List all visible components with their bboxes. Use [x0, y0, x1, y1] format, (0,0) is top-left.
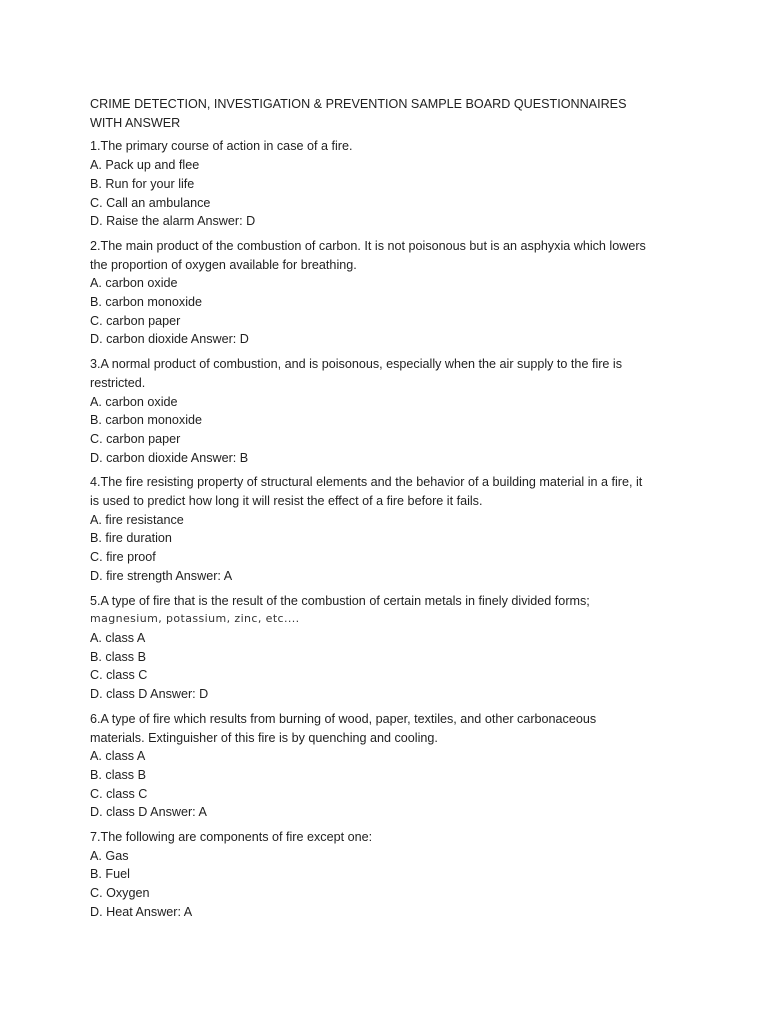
- question-text: 4.The fire resisting property of structural elements and the behavior of a building material in a fire, it: [90, 475, 643, 490]
- option-d-answer: D. fire strength Answer: A: [90, 568, 233, 583]
- option-a: A. class A: [90, 630, 146, 645]
- option-c: C. carbon paper: [90, 313, 181, 328]
- option-b: B. class B: [90, 767, 146, 782]
- title-line: CRIME DETECTION, INVESTIGATION & PREVENTION SAMPLE BOARD QUESTIONNAIRES: [90, 97, 627, 111]
- question-text: 6.A type of fire which results from burning of wood, paper, textiles, and other carbonaceous: [90, 711, 597, 726]
- option-c: C. class C: [90, 668, 148, 683]
- question-text: materials. Extinguisher of this fire is by quenching and cooling.: [90, 730, 438, 745]
- question-1: [90, 137, 690, 231]
- option-a: A. Pack up and flee: [90, 158, 200, 173]
- option-d-answer: D. Raise the alarm Answer: D: [90, 214, 256, 229]
- option-a: A. carbon oxide: [90, 394, 178, 409]
- option-c: C. class C: [90, 786, 148, 801]
- option-d-answer: D. class D Answer: D: [90, 687, 209, 702]
- question-6: [90, 710, 690, 822]
- question-2: [90, 237, 690, 349]
- option-c: C. Oxygen: [90, 886, 150, 901]
- question-3: [90, 355, 690, 467]
- option-d-answer: D. class D Answer: A: [90, 805, 207, 820]
- option-b: B. carbon monoxide: [90, 295, 203, 310]
- document-page: [90, 95, 690, 928]
- question-4: [90, 473, 690, 585]
- option-a: A. fire resistance: [90, 512, 184, 527]
- title-line: WITH ANSWER: [90, 115, 181, 130]
- question-text: 1.The primary course of action in case of a fire.: [90, 139, 353, 154]
- question-text: the proportion of oxygen available for breathing.: [90, 257, 357, 272]
- document-title: [90, 95, 690, 132]
- option-d-answer: D. carbon dioxide Answer: D: [90, 332, 249, 347]
- option-a: A. class A: [90, 749, 146, 764]
- question-text: 7.The following are components of fire except one:: [90, 830, 373, 845]
- option-d-answer: D. Heat Answer: A: [90, 904, 193, 919]
- option-b: B. fire duration: [90, 531, 172, 546]
- question-7: [90, 828, 690, 922]
- option-a: A. Gas: [90, 848, 129, 863]
- question-text: 3.A normal product of combustion, and is poisonous, especially when the air supply to the fire is: [90, 357, 623, 372]
- option-c: C. carbon paper: [90, 431, 181, 446]
- option-c: C. fire proof: [90, 550, 156, 565]
- question-text: is used to predict how long it will resist the effect of a fire before it fails.: [90, 494, 483, 509]
- option-b: B. carbon monoxide: [90, 413, 203, 428]
- question-text: magnesium, potassium, zinc, etc....: [90, 612, 300, 626]
- question-text: 5.A type of fire that is the result of the combustion of certain metals in finely divided forms;: [90, 593, 590, 608]
- option-b: B. Run for your life: [90, 176, 195, 191]
- question-text: 2.The main product of the combustion of carbon. It is not poisonous but is an asphyxia which lowers: [90, 238, 646, 253]
- option-c: C. Call an ambulance: [90, 195, 211, 210]
- option-b: B. class B: [90, 649, 146, 664]
- option-b: B. Fuel: [90, 867, 130, 882]
- question-5: [90, 592, 690, 704]
- option-d-answer: D. carbon dioxide Answer: B: [90, 450, 249, 465]
- option-a: A. carbon oxide: [90, 276, 178, 291]
- question-text: restricted.: [90, 375, 146, 390]
